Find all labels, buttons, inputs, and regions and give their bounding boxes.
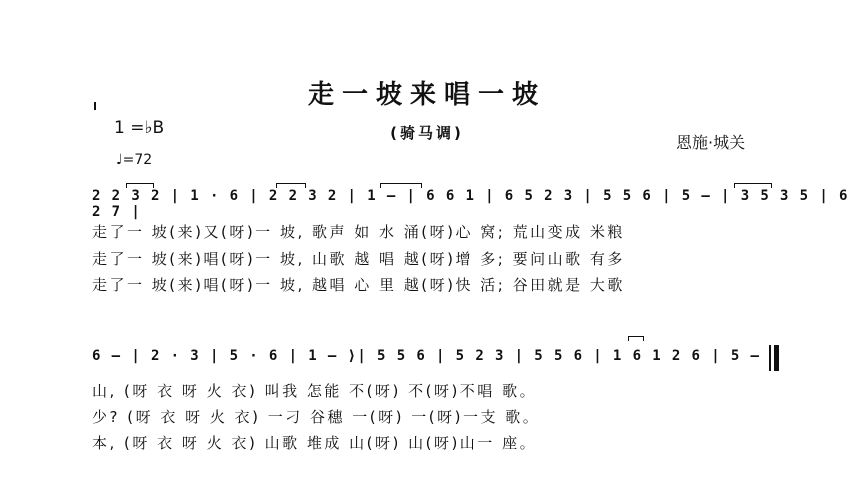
tempo-marking: ♩=72 <box>116 152 153 168</box>
system1-lyric-verse3: 走了一 坡(来)唱(呀)一 坡, 越唱 心 里 越(呀)快 活; 谷田就是 大歌 <box>92 276 625 294</box>
beam-arc <box>126 183 154 188</box>
beam-arc <box>276 183 306 188</box>
system1-lyric-verse2: 走了一 坡(来)唱(呀)一 坡, 山歌 越 唱 越(呀)增 多; 要问山歌 有多 <box>92 250 625 268</box>
system2-lyric-verse2: 少? (呀 衣 呀 火 衣) 一刁 谷穗 一(呀) 一(呀)一支 歌。 <box>92 408 541 426</box>
system2-lyric-verse1: 山, (呀 衣 呀 火 衣) 叫我 怎能 不(呀) 不(呀)不唱 歌。 <box>92 382 538 400</box>
song-title: 走一坡来唱一坡 <box>307 80 546 110</box>
system1-lyric-verse1: 走了一 坡(来)又(呀)一 坡, 歌声 如 水 涌(呀)心 窝; 荒山变成 米粮 <box>92 223 625 241</box>
tie-arc <box>628 336 644 341</box>
song-origin: 恩施·城关 <box>676 133 746 152</box>
final-barline-thin <box>769 345 771 371</box>
key-signature: 1 =♭B <box>114 118 165 138</box>
system1-notation: 2 2 3 2 | 1 · 6 | 2 2 3 2 | 1 — | 6 6 1 | 6 5 2 3 | 5 5 6 | 5 — | 3 5 3 5 | 6 2 7 | <box>92 188 849 220</box>
system2-lyric-verse3: 本, (呀 衣 呀 火 衣) 山歌 堆成 山(呀) 山(呀)山一 座。 <box>92 434 538 452</box>
system2-notation: 6 — | 2 · 3 | 5 · 6 | 1 — ⟩| 5 5 6 | 5 2 3 | 5 5 6 | 1 6 1 2 6 | 5 — <box>92 348 761 364</box>
final-barline-thick <box>774 345 779 371</box>
beam-arc <box>380 183 422 188</box>
beam-arc <box>734 183 772 188</box>
song-subtitle: (骑马调) <box>390 124 464 142</box>
